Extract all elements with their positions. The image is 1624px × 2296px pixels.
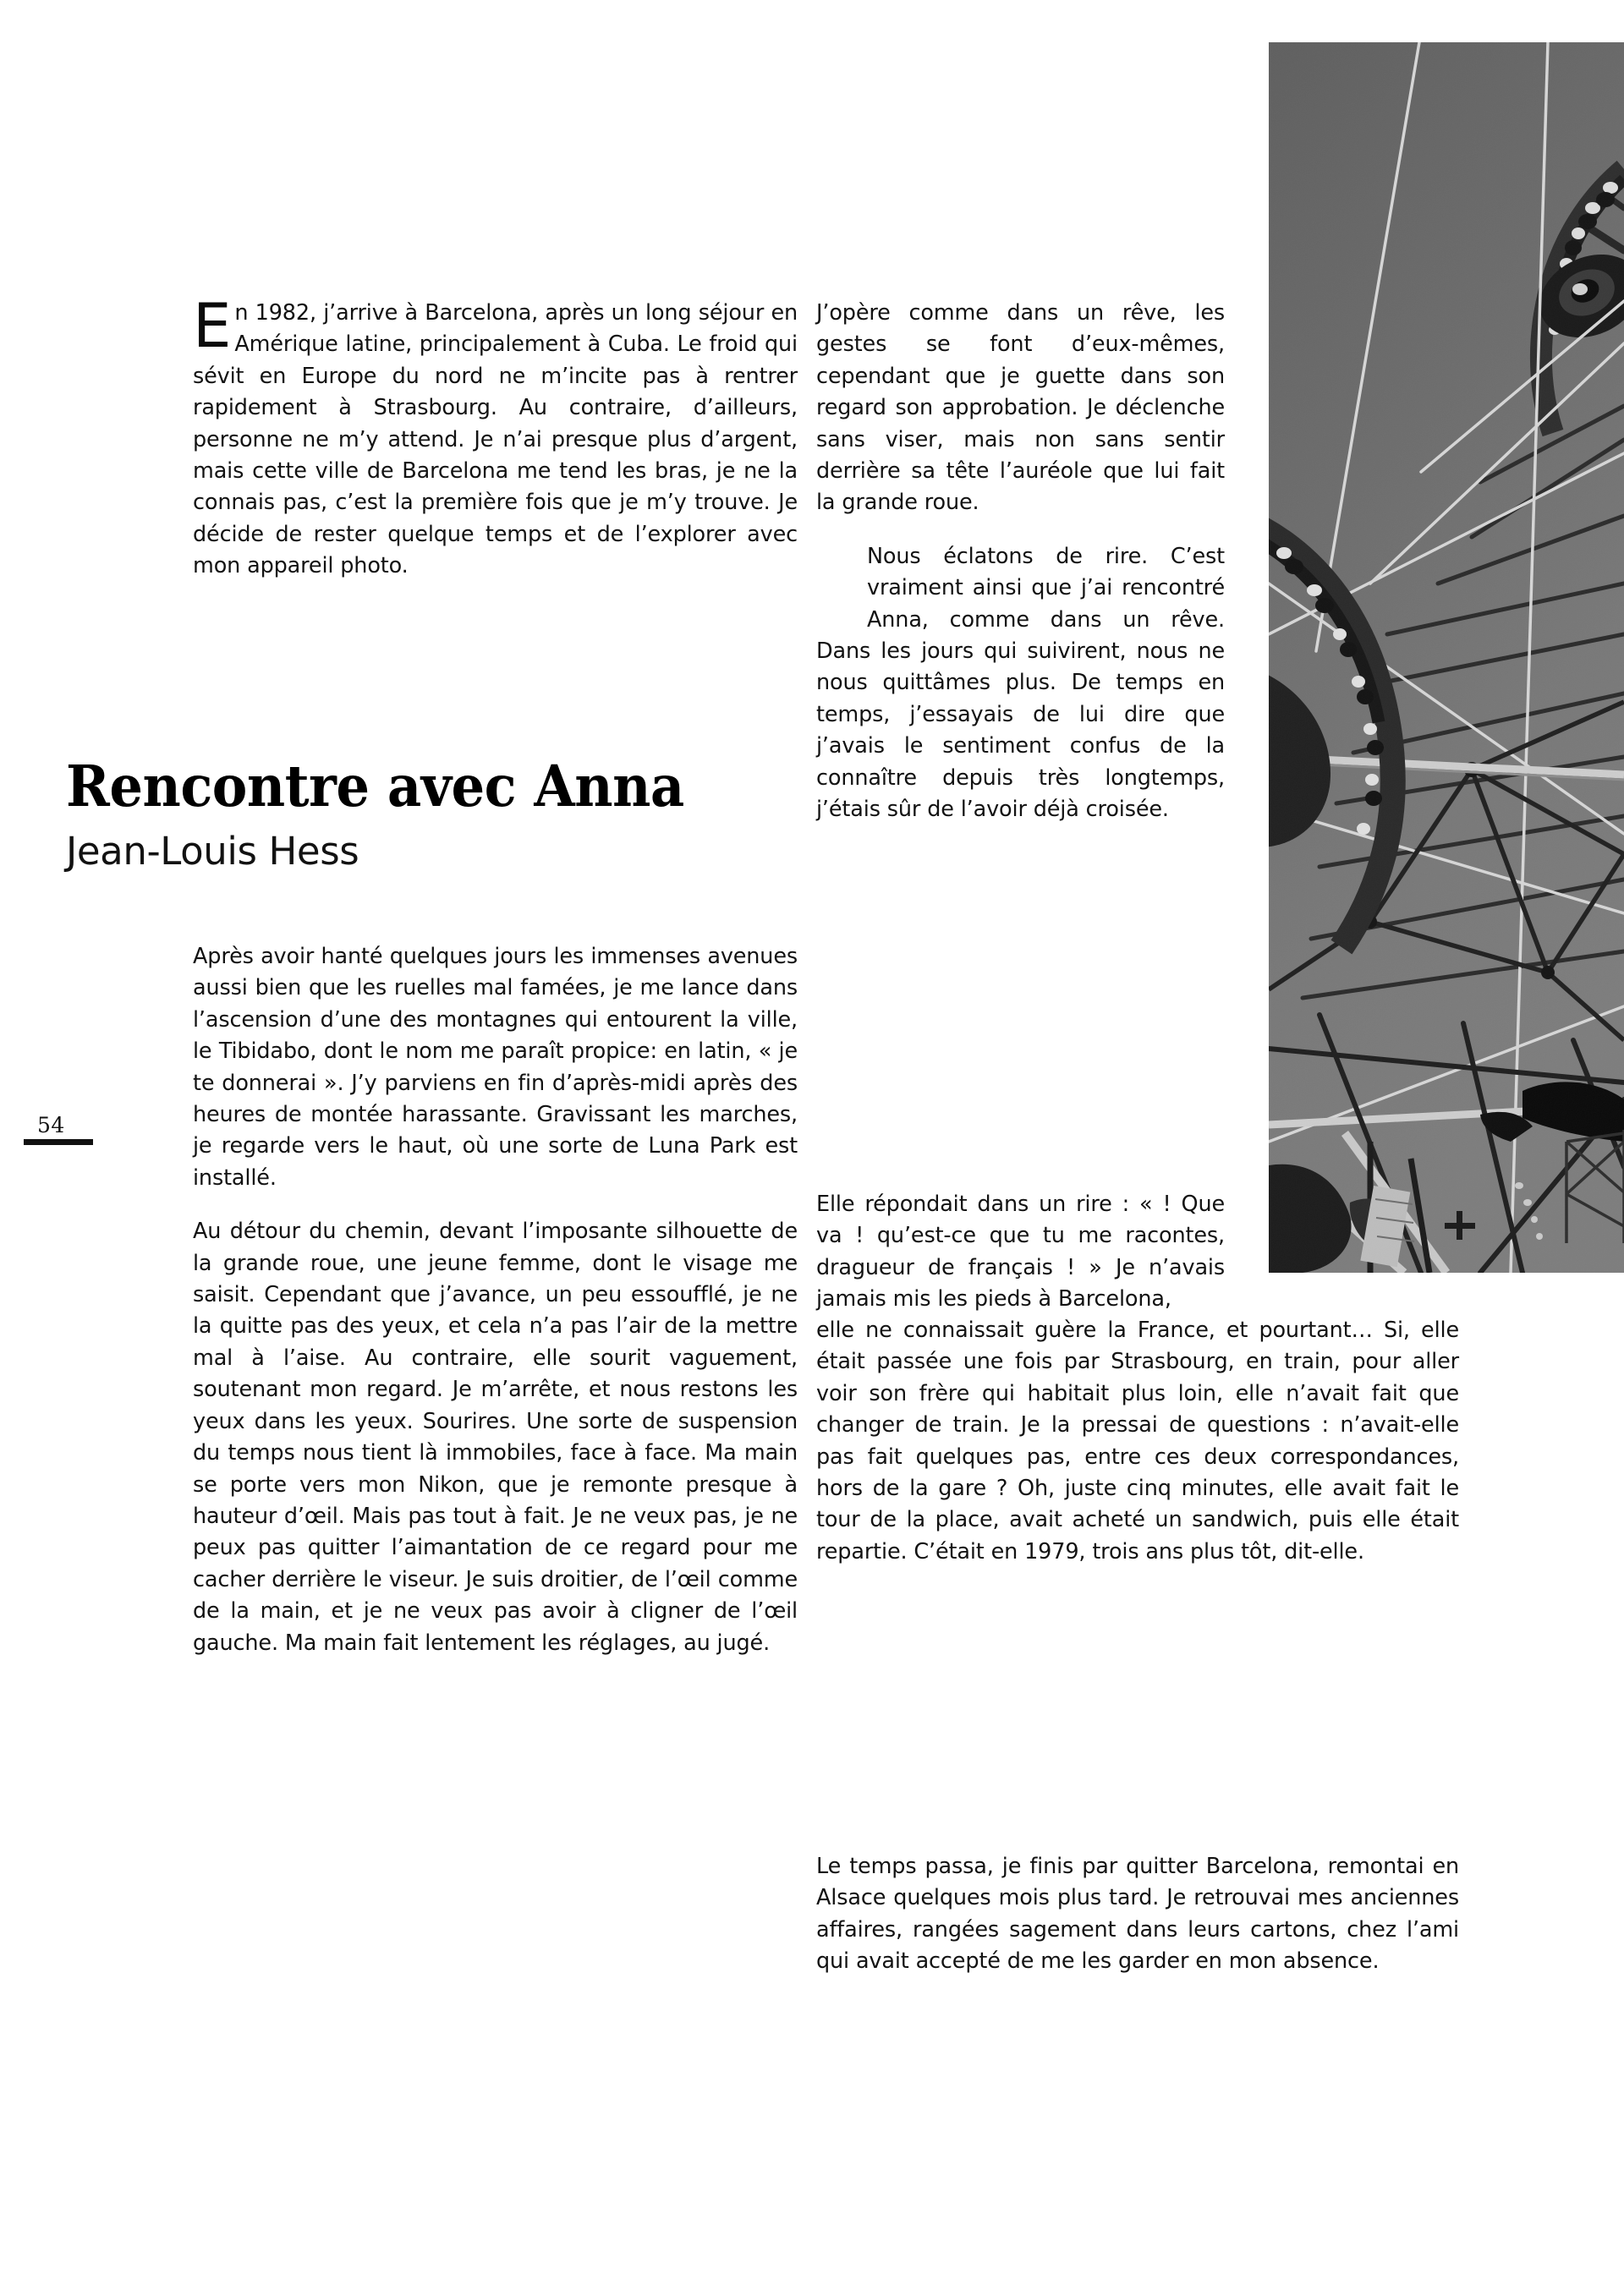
right-column-wide: [816, 1315, 1459, 1568]
paragraph-text: Nous éclatons de rire. C’est vraiment ainsi que j’ai rencontré Anna, comme dans un rêve. Dans les jours qui suivirent, nous ne nous quittâmes plus. De temps en temps, j’essayais de lui dire que j’avais le sentiment confus de la connaître depuis très longtemps, j’étais sûr de l’avoir déjà croisée.: [816, 543, 1225, 823]
folio: [24, 1115, 125, 1145]
right-column-last: [816, 1851, 1459, 1978]
paragraph: Au détour du chemin, devant l’imposante silhouette de la grande roue, une jeune femme, dont le visage me saisit. Cependant que j’avance, un peu essoufflé, je ne la quitte pas des yeux, et cela n’a pas l’air de la mettre mal à l’aise. Au contraire, elle sourit vaguement, soutenant mon regard. Je m’arrête, et nous restons les yeux dans les yeux. Sourires. Une sorte de suspension du temps nous tient là immobiles, face à face. Ma main se porte vers mon Nikon, que je remonte presque à hauteur d’œil. Mais pas tout à fait. Je ne veux pas, je ne peux pas quitter l’aimantation de ce regard pour me cacher derrière le viseur. Je suis droitier, de l’œil comme de la main, et je ne veux pas avoir à cligner de l’œil gauche. Ma main fait lentement les réglages, au jugé.: [193, 1219, 798, 1656]
article-title: Rencontre avec Anna: [66, 753, 684, 819]
headline-block: [66, 755, 878, 874]
paragraph: elle ne connaissait guère la France, et pourtant… Si, elle était passée une fois par Strasbourg, en train, pour aller voir son frère qui habitait plus loin, elle n’avait fait que changer de train. Je la pressai de questions : n’avait-elle pas fait quelques pas, entre ces deux correspondances, hors de la gare ? Oh, juste cinq minutes, elle avait fait le tour de la place, avait acheté un sandwich, puis elle était repartie. C’était en 1979, trois ans plus tôt, dit-elle.: [816, 1318, 1459, 1564]
photo-graphic: [1269, 42, 1624, 1273]
lead-text: [193, 290, 798, 583]
lead-paragraph: [193, 290, 798, 583]
paragraph: Le temps passa, je finis par quitter Barcelona, remontai en Alsace quelques mois plus tard. Je retrouvai mes anciennes affaires, rangées sagement dans leurs cartons, chez l’ami qui avait accepté de me les garder en mon absence.: [816, 1854, 1459, 1975]
ferris-wheel-photo: [1269, 42, 1624, 1273]
left-column-body: [193, 941, 798, 1659]
paragraph: Après avoir hanté quelques jours les immenses avenues aussi bien que les ruelles mal famées, je me lance dans l’ascension d’une des montagnes qui entourent la ville, le Tibidabo, dont le nom me paraît propice: en latin, « je te donnerai ». J’y parviens en fin d’après-midi après des heures de montée harassante. Gravissant les marches, je regarde vers le haut, où une sorte de Luna Park est installé.: [193, 944, 798, 1191]
page-number: 54: [37, 1113, 65, 1137]
right-column-mid: [816, 1189, 1225, 1316]
lead-body: n 1982, j’arrive à Barcelona, après un long séjour en Amérique latine, principalement à Cuba. Le froid qui sévit en Europe du nord ne m’incite pas à rentrer rapidement à Strasbourg. Au contraire, d’ailleurs, personne ne m’y attend. Je n’ai presque plus d’argent, mais cette ville de Barcelona me tend les bras, je ne la connais pas, c’est la première fois que je m’y trouve. Je décide de rester quelque temps et de l’explorer avec mon appareil photo.: [193, 300, 798, 579]
paragraph: [816, 541, 1225, 826]
headline-wrap-spacer: [816, 541, 867, 606]
drop-cap: E: [193, 290, 232, 361]
paragraph: J’opère comme dans un rêve, les gestes se font d’eux-mêmes, cependant que je guette dans son regard son approbation. Je déclenche sans viser, mais non sans sentir derrière sa tête l’auréole que lui fait la grande roue.: [816, 300, 1225, 516]
article-byline: Jean-Louis Hess: [66, 829, 359, 874]
paragraph: Elle répondait dans un rire : « ! Que va ! qu’est-ce que tu me racontes, dragueur de français ! » Je n’avais jamais mis les pieds à Barcelona,: [816, 1192, 1225, 1312]
folio-rule: [24, 1139, 93, 1145]
right-column-top: [816, 298, 1225, 826]
